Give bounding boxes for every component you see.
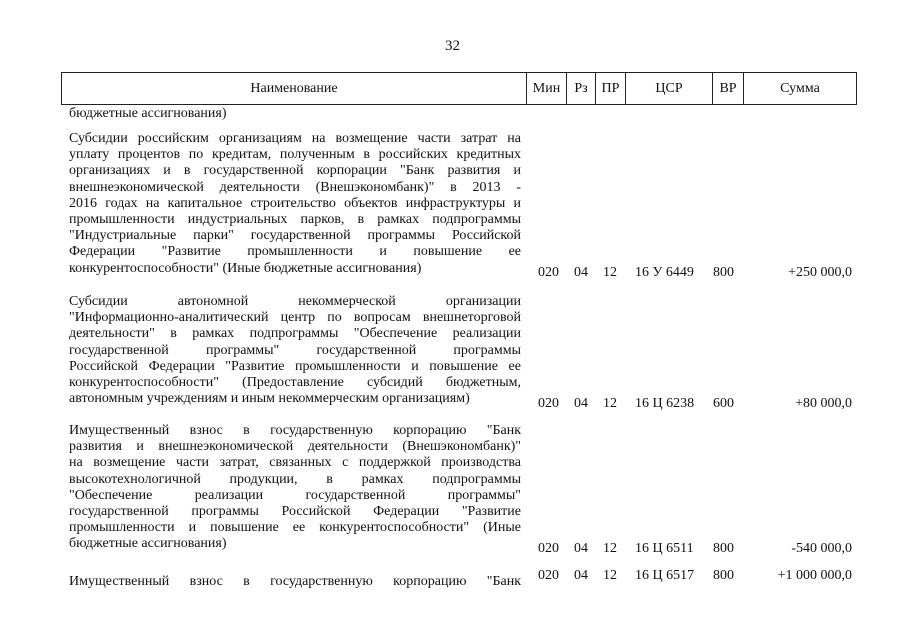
text-line: автономным учреждениям и иным некоммерческим организациям) <box>69 391 470 407</box>
cell-sum: +80 000,0 <box>795 396 852 411</box>
text-line: государственной программы Российской Федерации "Развитие <box>69 503 521 519</box>
cell-pr: 12 <box>603 541 617 556</box>
text-line: "Индустриальные парки" государственной программы Российской <box>69 228 521 244</box>
cell-sum: +250 000,0 <box>788 265 852 280</box>
table-row-name <box>69 294 521 407</box>
text-line: бюджетные ассигнования) <box>69 536 227 552</box>
text-line: деятельности" в рамках подпрограммы "Обеспечение реализации <box>69 326 521 342</box>
cell-rz: 04 <box>574 568 588 583</box>
text-line: конкурентоспособности" (Иные бюджетные ассигнования) <box>69 260 422 276</box>
cell-vr: 800 <box>713 568 734 583</box>
cell-rz: 04 <box>574 541 588 556</box>
cell-vr: 800 <box>713 541 734 556</box>
header-sum: Сумма <box>780 81 820 96</box>
text-line: "Информационно-аналитический центр по вопросам внешнеторговой <box>69 310 521 326</box>
page-number: 32 <box>445 38 460 54</box>
header-name: Наименование <box>62 73 527 104</box>
text-line: высокотехнологичной продукции, в рамках подпрограммы <box>69 471 521 487</box>
table-row-codes <box>526 395 855 412</box>
text-line: на возмещение части затрат, связанных с поддержкой производства <box>69 455 521 471</box>
text-line: Имущественный взнос в государственную корпорацию "Банк <box>69 423 521 438</box>
cell-min: 020 <box>538 568 559 583</box>
table-row-name <box>69 131 521 277</box>
text-line: Субсидии российским организациям на возмещение части затрат на <box>69 131 521 146</box>
table-row-name <box>69 423 521 553</box>
text-line: Федерации "Развитие промышленности и повышение ее <box>69 244 521 260</box>
table-row-name <box>69 574 521 590</box>
text-line: Субсидии автономной некоммерческой организации <box>69 294 521 309</box>
cell-min: 020 <box>538 265 559 280</box>
text-line: внешнеэкономической деятельности (Внешэкономбанк)" в 2013 - <box>69 179 521 195</box>
cell-pr: 12 <box>603 396 617 411</box>
header-min: Мин <box>527 73 567 104</box>
table-row-codes <box>526 264 855 281</box>
cell-pr: 12 <box>603 568 617 583</box>
table-row-codes <box>526 540 855 557</box>
cell-vr: 600 <box>713 396 734 411</box>
table-row-codes <box>526 567 855 584</box>
table-header <box>61 72 857 105</box>
cell-min: 020 <box>538 396 559 411</box>
text-line: конкурентоспособности" (Предоставление субсидий бюджетным, <box>69 374 521 390</box>
text-line: бюджетные ассигнования) <box>69 106 227 121</box>
cell-rz: 04 <box>574 396 588 411</box>
text-line: Имущественный взнос в государственную корпорацию "Банк <box>69 574 521 589</box>
text-line: "Обеспечение реализации государственной программы" <box>69 487 521 503</box>
text-line: уплату процентов по кредитам, полученным в российских кредитных <box>69 147 521 163</box>
cell-sum: -540 000,0 <box>791 541 852 556</box>
cell-rz: 04 <box>574 265 588 280</box>
cell-csr: 16 У 6449 <box>635 265 694 280</box>
cell-pr: 12 <box>603 265 617 280</box>
text-line: промышленности и повышение ее конкурентоспособности" (Иные <box>69 520 521 536</box>
cell-csr: 16 Ц 6511 <box>635 541 694 556</box>
text-line: промышленности индустриальных парков, в рамках подпрограммы <box>69 211 521 227</box>
header-rz: Рз <box>567 73 596 104</box>
cell-vr: 800 <box>713 265 734 280</box>
text-line: Российской Федерации "Развитие промышленности и повышение ее <box>69 358 521 374</box>
continuation-text <box>69 106 521 122</box>
header-pr: ПР <box>596 73 626 104</box>
text-line: 2016 годах на капитальное строительство объектов инфраструктуры и <box>69 195 521 211</box>
text-line: развития и внешнеэкономической деятельности (Внешэкономбанк)" <box>69 439 521 455</box>
cell-csr: 16 Ц 6238 <box>635 396 695 411</box>
cell-min: 020 <box>538 541 559 556</box>
cell-csr: 16 Ц 6517 <box>635 568 695 583</box>
text-line: организациях и в государственной корпорации "Банк развития и <box>69 163 521 179</box>
cell-sum: +1 000 000,0 <box>777 568 852 583</box>
header-csr: ЦСР <box>626 73 713 104</box>
header-vr: ВР <box>713 73 744 104</box>
text-line: государственной программы" государственной программы <box>69 342 521 358</box>
